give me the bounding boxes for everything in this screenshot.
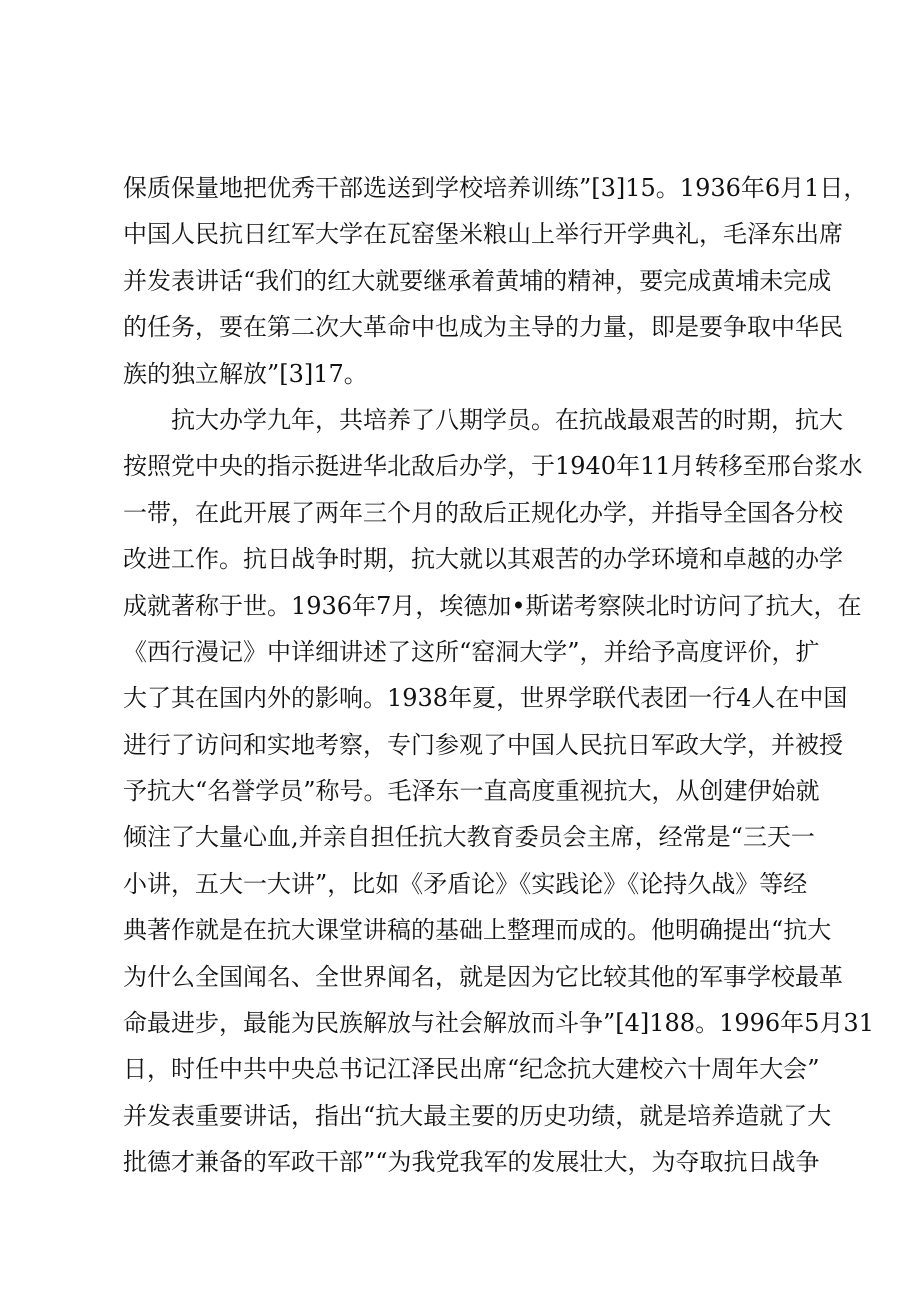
text-line: 典著作就是在抗大课堂讲稿的基础上整理而成的。他明确提出“抗大 (123, 916, 832, 945)
paragraph-2 (123, 402, 874, 1180)
body-text (123, 170, 874, 1191)
text-line: 进行了访问和实地考察，专门参观了中国人民抗日军政大学，并被授 (123, 730, 843, 759)
text-line: 按照党中央的指示挺进华北敌后办学，于1940年11月转移至邢台浆水 (123, 452, 863, 481)
text-line: 并发表重要讲话，指出“抗大最主要的历史功绩，就是培养造就了大 (123, 1101, 832, 1130)
text-line: 中国人民抗日红军大学在瓦窑堡米粮山上举行开学典礼，毛泽东出席 (123, 220, 843, 249)
text-line: 命最进步，最能为民族解放与社会解放而斗争”[4]188。1996年5月31 (123, 1009, 874, 1038)
text-line: 族的独立解放”[3]17。 (123, 359, 368, 388)
text-line: 保质保量地把优秀干部选送到学校培养训练”[3]15。1936年6月1日， (123, 174, 868, 202)
text-line: 成就著称于世。1936年7月，埃德加•斯诺考察陕北时访问了抗大，在 (123, 591, 862, 620)
text-line: 并发表讲话“我们的红大就要继承着黄埔的精神，要完成黄埔未完成 (123, 266, 832, 295)
text-line: 倾注了大量心血,并亲自担任抗大教育委员会主席，经常是“三天一 (123, 823, 815, 852)
paragraph-1 (123, 170, 868, 392)
text-line: 的任务，要在第二次大革命中也成为主导的力量，即是要争取中华民 (123, 313, 843, 342)
text-line: 小讲，五大一大讲”，比如《矛盾论》《实践论》《论持久战》等经 (123, 869, 808, 898)
text-line: 为什么全国闻名、全世界闻名，就是因为它比较其他的军事学校最革 (123, 962, 843, 991)
text-line: 《西行漫记》中详细讲述了这所“窑洞大学”，并给予高度评价，扩 (123, 637, 820, 666)
text-line: 改进工作。抗日战争时期，抗大就以其艰苦的办学环境和卓越的办学 (123, 545, 843, 574)
text-line: 一带，在此开展了两年三个月的敌后正规化办学，并指导全国各分校 (123, 498, 843, 527)
text-line: 予抗大“名誉学员”称号。毛泽东一直高度重视抗大，从创建伊始就 (123, 777, 820, 806)
text-line: 日，时任中共中央总书记江泽民出席“纪念抗大建校六十周年大会” (123, 1055, 820, 1084)
text-line: 大了其在国内外的影响。1938年夏，世界学联代表团一行4人在中国 (123, 684, 848, 713)
text-line: 批德才兼备的军政干部”“为我党我军的发展壮大，为夺取抗日战争 (123, 1148, 820, 1177)
text-line: 抗大办学九年，共培养了八期学员。在抗战最艰苦的时期，抗大 (171, 405, 843, 434)
